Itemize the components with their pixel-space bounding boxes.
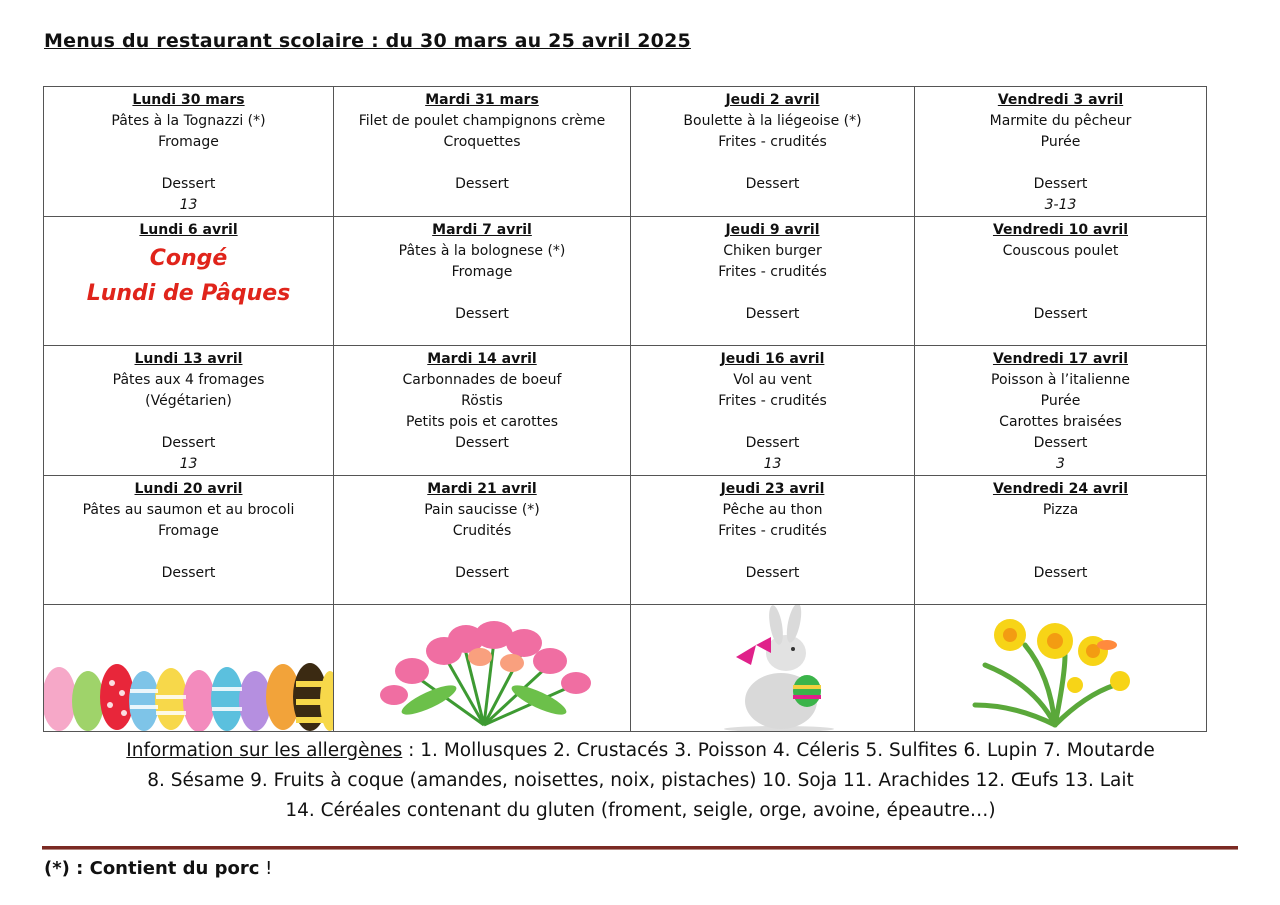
daffodils-icon: [915, 605, 1207, 731]
allergen-codes: 13: [179, 197, 198, 213]
menu-line: [917, 542, 1204, 563]
menu-line: [336, 283, 628, 304]
menu-line: Dessert: [1033, 176, 1088, 192]
image-cell: [631, 605, 915, 732]
menu-line: Dessert: [161, 565, 216, 581]
week-row: [44, 87, 1207, 217]
menu-line: Poisson à l’italienne: [991, 372, 1130, 388]
tulip-bouquet-icon: [334, 605, 631, 731]
menu-cell: [334, 476, 631, 605]
menu-line: Fromage: [158, 523, 219, 539]
menu-line: Petits pois et carottes: [406, 414, 558, 430]
menu-line: Dessert: [745, 435, 800, 451]
menu-line: Pizza: [1042, 502, 1079, 518]
menu-line: Vol au vent: [733, 372, 812, 388]
menu-line: Purée: [1040, 393, 1081, 409]
allergen-line-1: [43, 736, 1238, 766]
menu-line: Pâtes aux 4 fromages: [112, 372, 265, 388]
menu-line: Boulette à la liégeoise (*): [683, 113, 862, 129]
image-cell: [915, 605, 1207, 732]
menu-line: Dessert: [455, 176, 509, 192]
day-heading: Vendredi 24 avril: [992, 481, 1129, 497]
day-heading: Mardi 14 avril: [427, 351, 537, 367]
menu-line: Dessert: [455, 435, 509, 451]
menu-cell: [334, 87, 631, 217]
menu-line: Carottes braisées: [999, 414, 1122, 430]
image-cell: [334, 605, 631, 732]
day-heading: Jeudi 23 avril: [720, 481, 825, 497]
menu-line: Fromage: [451, 264, 513, 280]
menu-line: Dessert: [455, 565, 509, 581]
menu-line: Couscous poulet: [1002, 243, 1119, 259]
menu-line: (Végétarien): [145, 393, 232, 409]
allergen-list-1: : 1. Mollusques 2. Crustacés 3. Poisson 4. Céleris 5. Sulfites 6. Lupin 7. Moutarde: [402, 740, 1155, 761]
menu-line: [917, 153, 1204, 174]
menu-cell: [915, 476, 1207, 605]
menu-cell: [631, 217, 915, 346]
menu-cell: [915, 87, 1207, 217]
image-row: [44, 605, 1207, 732]
day-heading: Jeudi 2 avril: [725, 92, 820, 108]
menu-line: [633, 412, 912, 433]
day-heading: Mardi 31 mars: [425, 92, 539, 108]
day-heading: Jeudi 9 avril: [725, 222, 820, 238]
menu-line: Dessert: [1033, 435, 1088, 451]
allergen-line-3: 14. Céréales contenant du gluten (froment, seigle, orge, avoine, épeautre…): [285, 800, 996, 821]
pork-text: : Contient du porc: [69, 858, 260, 879]
menu-cell: [44, 217, 334, 346]
menu-line: Pain saucisse (*): [424, 502, 540, 518]
menu-cell: [334, 217, 631, 346]
menu-line: [46, 412, 331, 433]
day-heading: Vendredi 17 avril: [992, 351, 1129, 367]
menu-line: Frites - crudités: [718, 264, 827, 280]
day-heading: Lundi 6 avril: [139, 222, 238, 238]
menu-line: Crudités: [452, 523, 512, 539]
menu-line: [633, 153, 912, 174]
page-title: Menus du restaurant scolaire : du 30 mars au 25 avril 2025: [44, 30, 691, 52]
menu-line: Dessert: [1033, 306, 1088, 322]
day-heading: Vendredi 10 avril: [992, 222, 1129, 238]
day-heading: Vendredi 3 avril: [997, 92, 1124, 108]
allergen-codes: 3: [1056, 456, 1065, 472]
holiday-label: Lundi de Pâques: [86, 281, 291, 306]
menu-table: [43, 86, 1207, 732]
allergen-heading: Information sur les allergènes: [126, 740, 403, 761]
menu-line: Pêche au thon: [722, 502, 823, 518]
menu-line: [633, 542, 912, 563]
day-heading: Mardi 21 avril: [427, 481, 537, 497]
menu-line: Röstis: [461, 393, 503, 409]
menu-line: [917, 283, 1204, 304]
menu-cell: [44, 87, 334, 217]
menu-line: Dessert: [161, 176, 216, 192]
menu-cell: [631, 346, 915, 476]
menu-line: Frites - crudités: [718, 134, 827, 150]
menu-line: Fromage: [158, 134, 219, 150]
allergen-codes: 13: [763, 456, 782, 472]
day-heading: Lundi 30 mars: [132, 92, 245, 108]
menu-line: [917, 262, 1204, 283]
menu-line: Dessert: [745, 306, 800, 322]
day-heading: Lundi 20 avril: [134, 481, 243, 497]
day-heading: Mardi 7 avril: [432, 222, 532, 238]
image-cell: [44, 605, 334, 732]
pork-symbol: (*): [44, 858, 70, 879]
pork-excl: !: [259, 858, 273, 879]
easter-eggs-icon: [44, 661, 334, 731]
menu-line: Marmite du pêcheur: [989, 113, 1132, 129]
menu-line: Pâtes à la Tognazzi (*): [111, 113, 266, 129]
menu-cell: [915, 346, 1207, 476]
menu-cell: [44, 476, 334, 605]
week-row: [44, 346, 1207, 476]
menu-line: Frites - crudités: [718, 393, 827, 409]
menu-line: [46, 542, 331, 563]
menu-line: Frites - crudités: [718, 523, 827, 539]
menu-line: Dessert: [1033, 565, 1088, 581]
pork-note: [44, 858, 272, 879]
menu-line: [633, 283, 912, 304]
allergen-codes: 3-13: [1044, 197, 1077, 213]
menu-line: Pâtes à la bolognese (*): [398, 243, 566, 259]
menu-line: Croquettes: [443, 134, 521, 150]
week-row: [44, 476, 1207, 605]
menu-line: Dessert: [455, 306, 509, 322]
menu-line: [336, 542, 628, 563]
holiday-label: Congé: [149, 246, 228, 271]
menu-line: [917, 521, 1204, 542]
allergen-codes: 13: [179, 456, 198, 472]
menu-cell: [631, 476, 915, 605]
week-row: [44, 217, 1207, 346]
menu-line: Dessert: [745, 565, 800, 581]
menu-cell: [631, 87, 915, 217]
menu-line: Dessert: [745, 176, 800, 192]
day-heading: Lundi 13 avril: [134, 351, 243, 367]
menu-line: Purée: [1040, 134, 1081, 150]
menu-line: Carbonnades de boeuf: [402, 372, 562, 388]
menu-cell: [44, 346, 334, 476]
menu-cell: [915, 217, 1207, 346]
menu-cell: [334, 346, 631, 476]
allergen-line-2: 8. Sésame 9. Fruits à coque (amandes, noisettes, noix, pistaches) 10. Soja 11. Arachides 12. Œufs 13. Lait: [147, 770, 1134, 791]
menu-line: [46, 153, 331, 174]
menu-line: Pâtes au saumon et au brocoli: [82, 502, 295, 518]
menu-line: Dessert: [161, 435, 216, 451]
day-heading: Jeudi 16 avril: [720, 351, 825, 367]
allergen-info: [43, 736, 1238, 826]
menu-line: [336, 153, 628, 174]
easter-bunny-icon: [631, 605, 915, 731]
divider: [42, 846, 1238, 850]
menu-line: Chiken burger: [723, 243, 822, 259]
menu-line: Filet de poulet champignons crème: [358, 113, 606, 129]
